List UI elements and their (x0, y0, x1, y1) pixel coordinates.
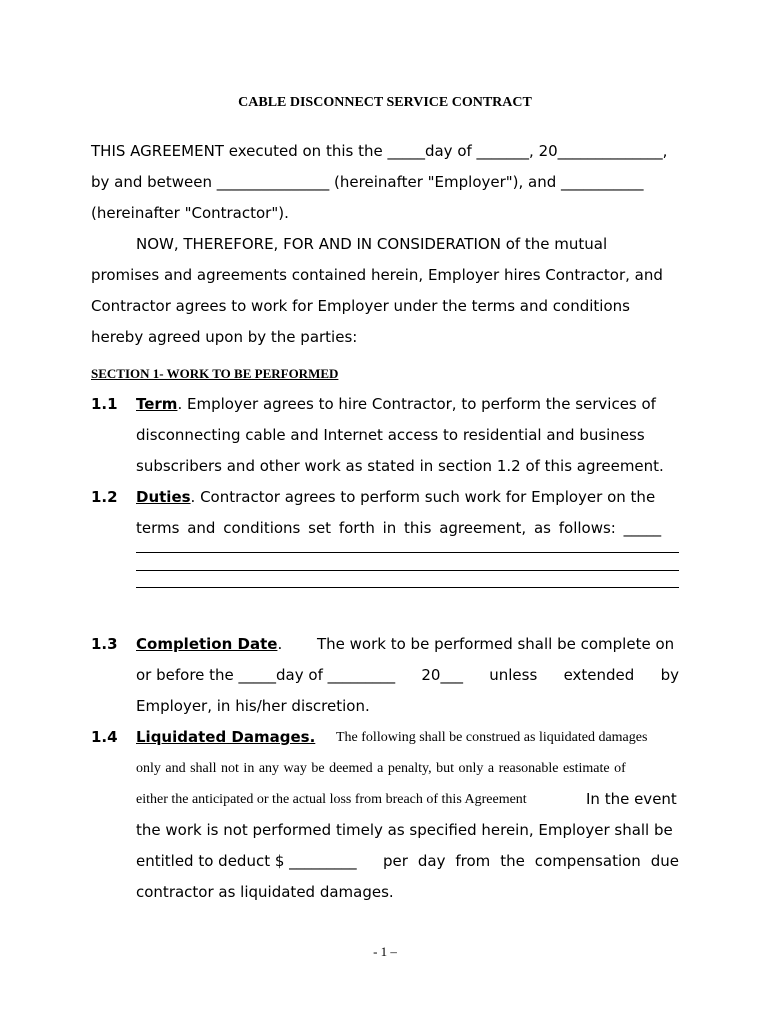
completion-date-blank: or before the _____day of _________ (136, 666, 396, 684)
consideration-line-1: NOW, THEREFORE, FOR AND IN CONSIDERATION of the mutual (136, 235, 608, 253)
clause-1-3-number: 1.3 (91, 635, 118, 653)
clause-1-3-line-2 (136, 666, 679, 684)
clause-1-4-line-4: the work is not performed timely as specified herein, Employer shall be (136, 821, 673, 839)
clause-1-1-line-1 (136, 395, 656, 413)
clause-1-3-line-1-text: The work to be performed shall be complete on (317, 635, 675, 653)
document-title: CABLE DISCONNECT SERVICE CONTRACT (238, 95, 532, 110)
deduction-amount-blank: entitled to deduct $ _________ (136, 852, 357, 870)
page-number: - 1 – (373, 944, 397, 959)
clause-1-1-line-3: subscribers and other work as stated in section 1.2 of this agreement. (136, 457, 664, 475)
clause-1-2-line-1-text: . Contractor agrees to perform such work for Employer on the (190, 488, 656, 506)
clause-1-4-number: 1.4 (91, 728, 118, 746)
clause-1-1-line-1-text: . Employer agrees to hire Contractor, to perform the services of (177, 395, 656, 413)
clause-1-4-line-3-sans: In the event (586, 790, 677, 808)
clause-1-4-line-1-text: The following shall be construed as liquidated damages (336, 730, 648, 745)
clause-1-2-label: Duties (136, 488, 191, 506)
consideration-line-3: Contractor agrees to work for Employer under the terms and conditions (91, 297, 630, 315)
clause-1-3-label-dot: . (277, 635, 283, 653)
clause-1-4-line-5-text: per day from the compensation due (383, 852, 679, 870)
clause-1-2-number: 1.2 (91, 488, 118, 506)
clause-1-3-label: Completion Date (136, 635, 278, 653)
clause-1-2-line-1 (136, 488, 679, 506)
clause-1-3-word-extended: extended (563, 666, 635, 684)
consideration-line-2: promises and agreements contained herein, Employer hires Contractor, and (91, 266, 663, 284)
clause-1-4-label-text: Liquidated Damages. (136, 728, 316, 746)
duties-blank-line-1 (136, 552, 679, 553)
clause-1-4-line-3-serif: either the anticipated or the actual loss from breach of this Agreement (136, 792, 527, 807)
duties-blank-line-3 (136, 587, 679, 588)
clause-1-3-line-3: Employer, in his/her discretion. (136, 697, 370, 715)
section-1-heading: SECTION 1- WORK TO BE PERFORMED (91, 366, 339, 381)
completion-year-blank: 20___ (421, 666, 463, 684)
clause-1-2-line-2: terms and conditions set forth in this agreement, as follows: _____ (136, 519, 662, 537)
intro-line-1: THIS AGREEMENT executed on this the _____day of _______, 20______________, (91, 142, 668, 160)
intro-line-3: (hereinafter "Contractor"). (91, 204, 289, 222)
duties-blank-line-2 (136, 570, 679, 571)
clause-1-1-label: Term (136, 395, 178, 413)
clause-1-4-label (136, 728, 315, 746)
clause-1-1-number: 1.1 (91, 395, 118, 413)
clause-1-3-word-by: by (660, 666, 679, 684)
consideration-line-4: hereby agreed upon by the parties: (91, 328, 358, 346)
clause-1-4-line-6: contractor as liquidated damages. (136, 883, 394, 901)
clause-1-4-line-2: only and shall not in any way be deemed a penalty, but only a reasonable estimate of (136, 761, 626, 776)
intro-line-2: by and between _______________ (hereinafter "Employer"), and ___________ (91, 173, 644, 191)
clause-1-3-line-1 (136, 635, 282, 653)
clause-1-3-word-unless: unless (489, 666, 538, 684)
clause-1-1-line-2: disconnecting cable and Internet access to residential and business (136, 426, 645, 444)
